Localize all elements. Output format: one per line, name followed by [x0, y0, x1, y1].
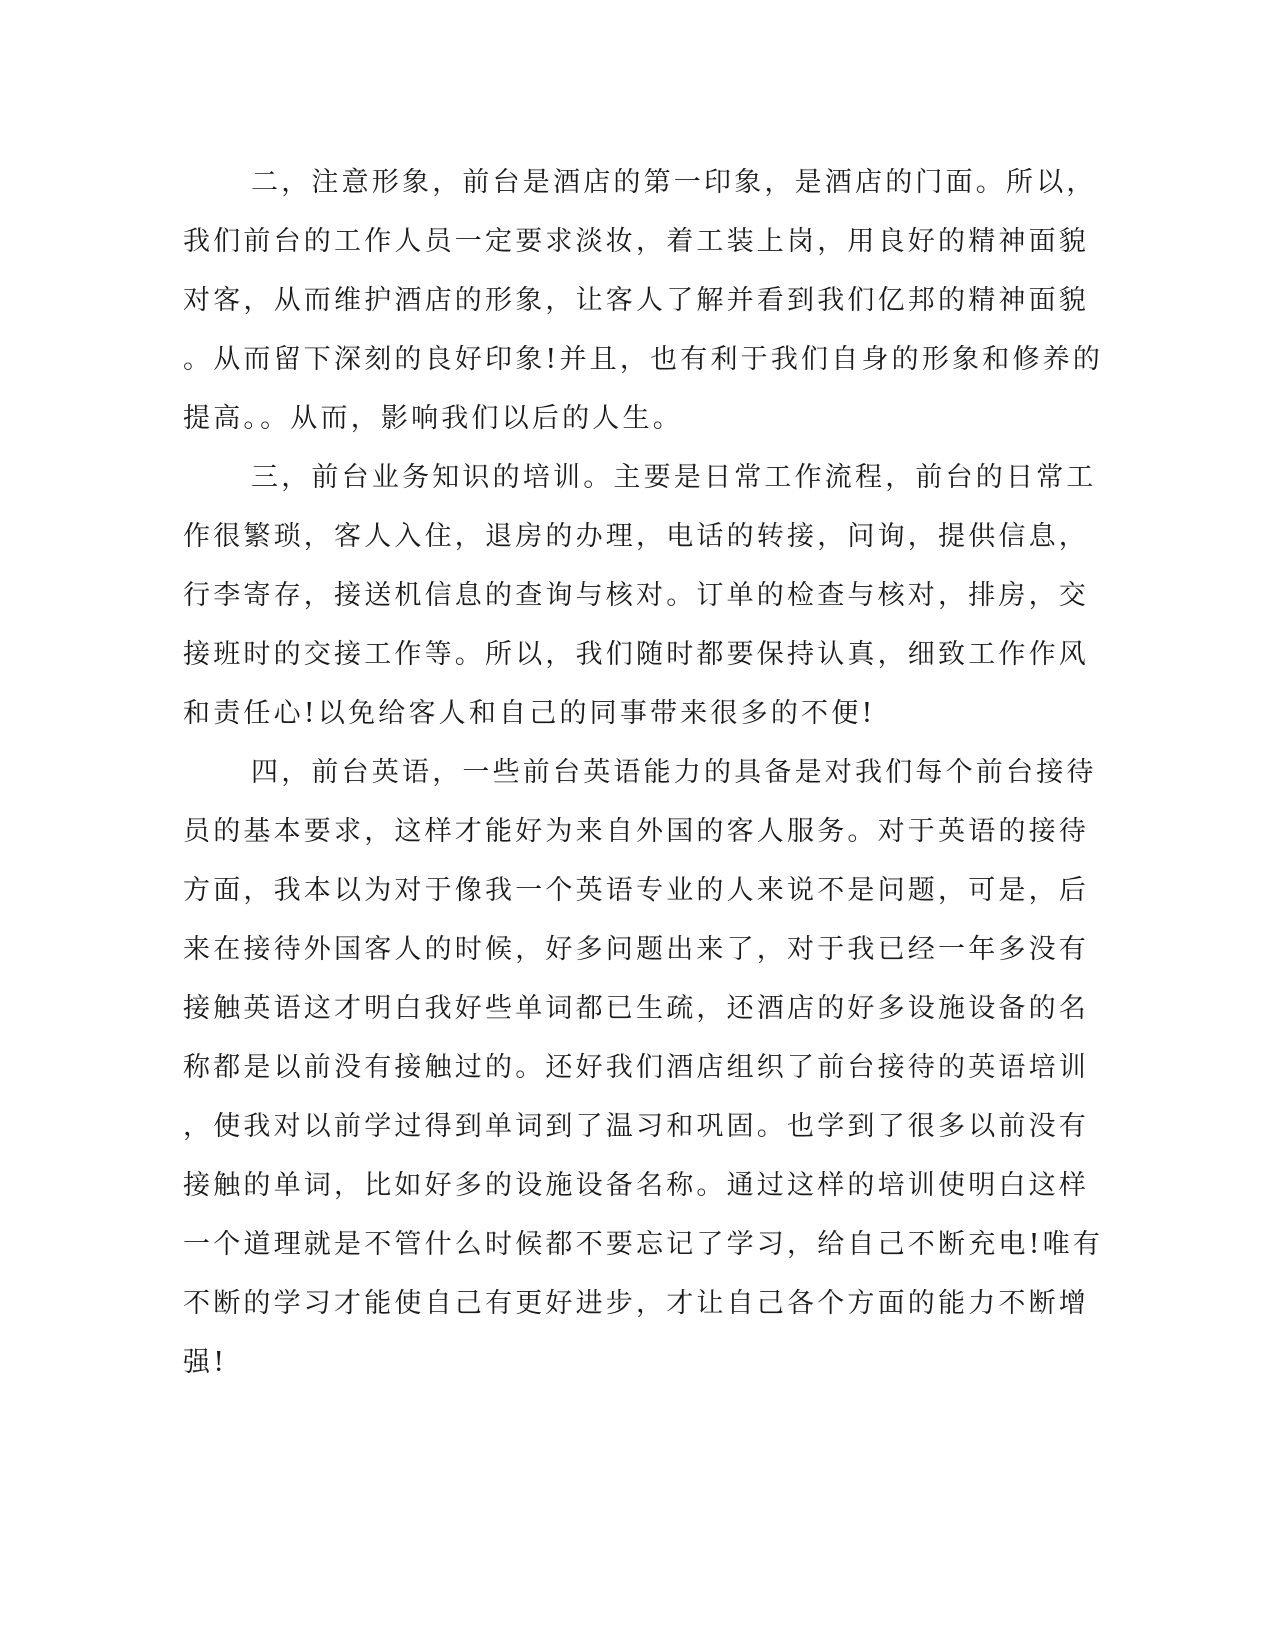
paragraph-english [183, 743, 1104, 1392]
text-line: 作很繁琐，客人入住，退房的办理，电话的转接，问询，提供信息， [183, 521, 1089, 552]
paragraph-business-training [183, 448, 1097, 743]
text-line: 四，前台英语，一些前台英语能力的具备是对我们每个前台接待 [251, 757, 1097, 788]
text-line: 一个道理就是不管什么时候都不要忘记了学习，给自己不断充电!唯有 [183, 1229, 1104, 1260]
text-line: 不断的学习才能使自己有更好进步，才让自己各个方面的能力不断增 [183, 1288, 1089, 1319]
document-body [183, 153, 1104, 1392]
text-line: 二，注意形象，前台是酒店的第一印象，是酒店的门面。所以， [251, 167, 1097, 198]
text-line: ，使我对以前学过得到单词到了温习和巩固。也学到了很多以前没有 [183, 1111, 1089, 1142]
text-line: 接班时的交接工作等。所以，我们随时都要保持认真，细致工作作风 [183, 639, 1089, 670]
text-line: 员的基本要求，这样才能好为来自外国的客人服务。对于英语的接待 [183, 816, 1089, 847]
text-line: 行李寄存，接送机信息的查询与核对。订单的检查与核对，排房，交 [183, 580, 1089, 611]
text-line: 接触英语这才明白我好些单词都已生疏，还酒店的好多设施设备的名 [183, 993, 1089, 1024]
text-line: 。从而留下深刻的良好印象!并且，也有利于我们自身的形象和修养的 [183, 344, 1104, 375]
text-line: 来在接待外国客人的时候，好多问题出来了，对于我已经一年多没有 [183, 934, 1089, 965]
text-line: 接触的单词，比如好多的设施设备名称。通过这样的培训使明白这样 [183, 1170, 1089, 1201]
text-line: 和责任心!以免给客人和自己的同事带来很多的不便! [183, 698, 876, 729]
text-line: 称都是以前没有接触过的。还好我们酒店组织了前台接待的英语培训 [183, 1052, 1089, 1083]
text-line: 三，前台业务知识的培训。主要是日常工作流程，前台的日常工 [251, 462, 1097, 493]
paragraph-appearance [183, 153, 1104, 448]
text-line: 我们前台的工作人员一定要求淡妆，着工装上岗，用良好的精神面貌 [183, 226, 1089, 257]
text-line: 强! [183, 1347, 228, 1378]
text-line: 对客，从而维护酒店的形象，让客人了解并看到我们亿邦的精神面貌 [183, 285, 1089, 316]
text-line: 方面，我本以为对于像我一个英语专业的人来说不是问题，可是，后 [183, 875, 1089, 906]
text-line: 提高。。从而，影响我们以后的人生。 [183, 403, 683, 434]
